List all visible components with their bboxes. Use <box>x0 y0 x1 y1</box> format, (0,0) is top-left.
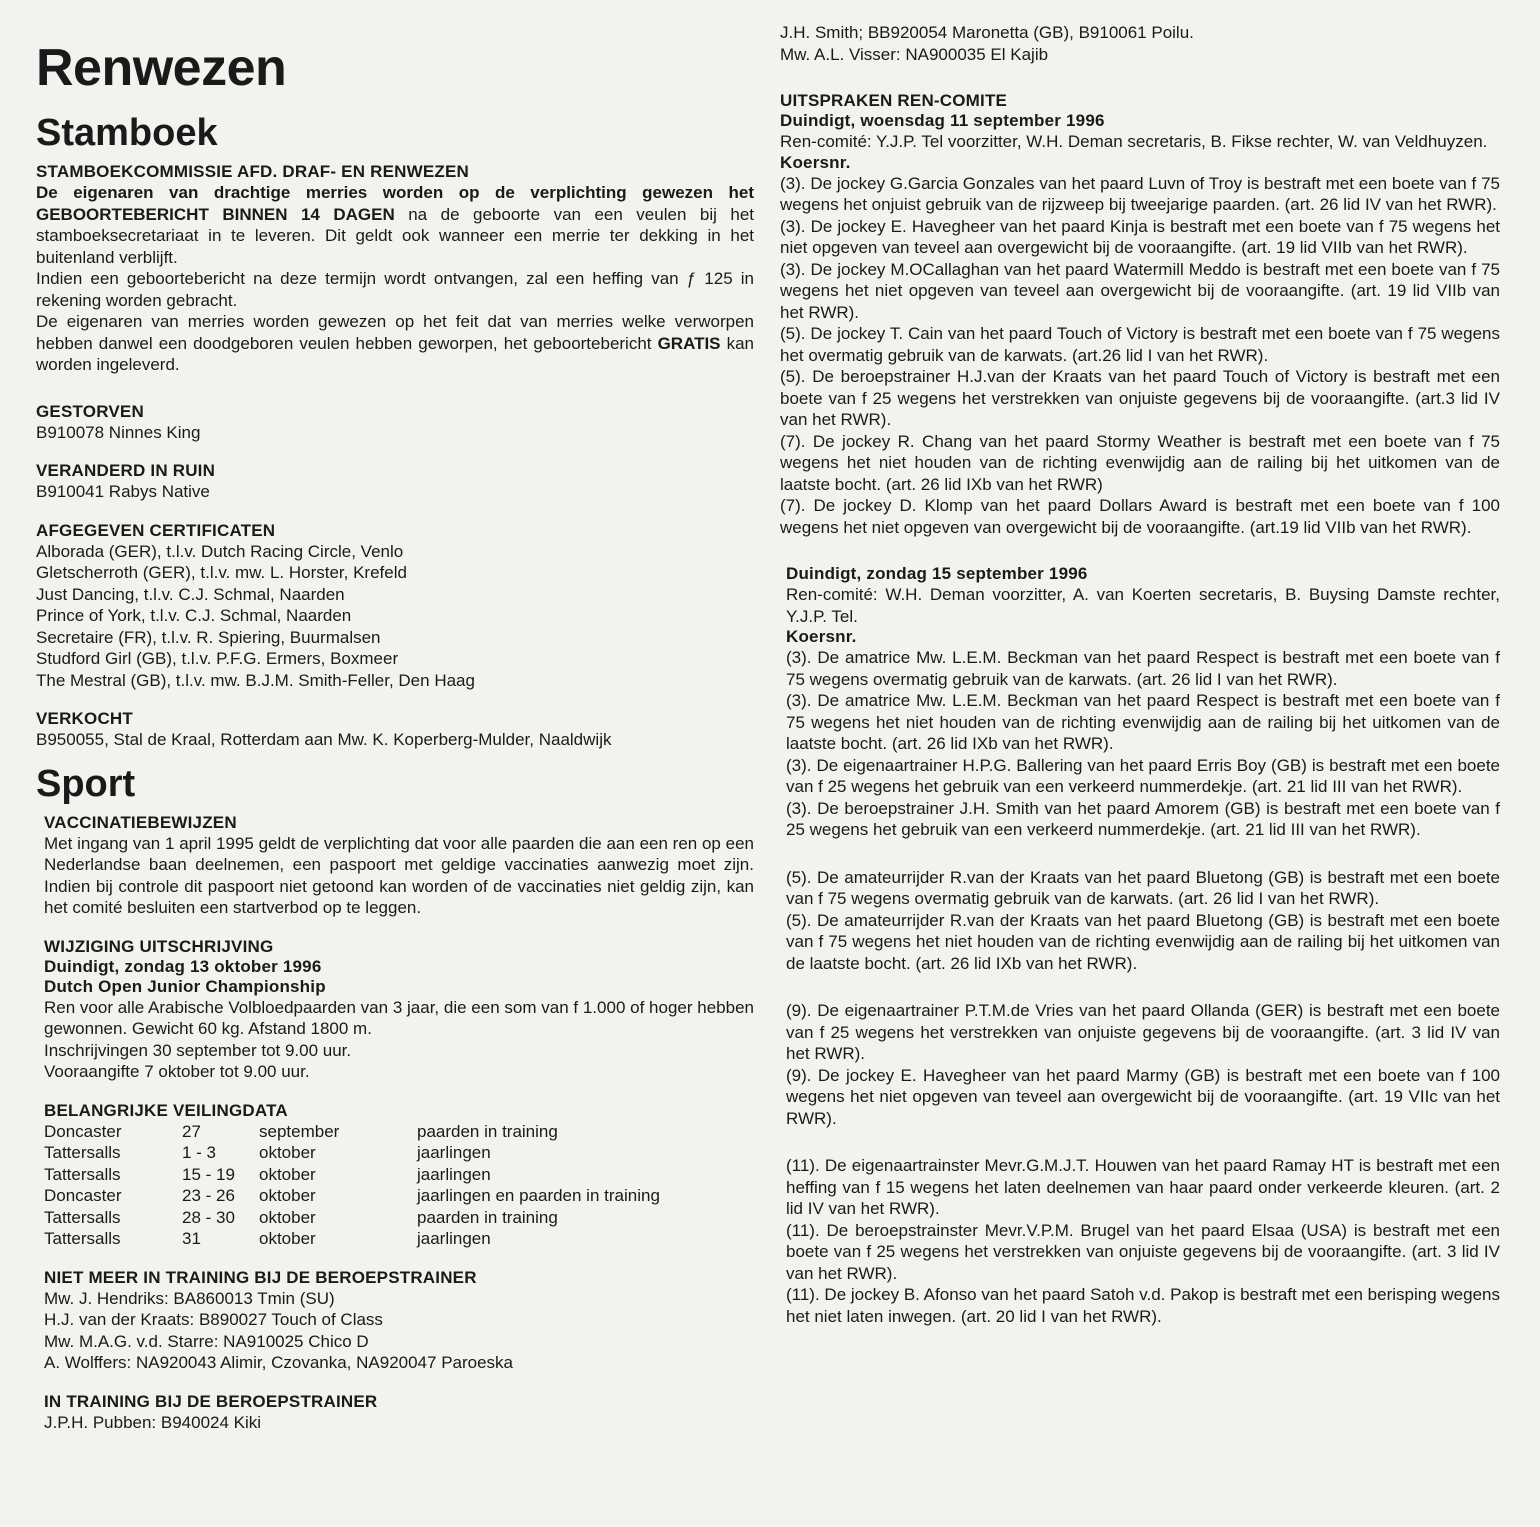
uitspraak-item: (3). De amatrice Mw. L.E.M. Beckman van het paard Respect is bestraft met een boete van f 75 wegens overmatig gebruik van de karwats. (art. 26 lid I van het RWR). <box>786 648 1500 689</box>
veiling-soort: jaarlingen en paarden in training <box>417 1186 660 1205</box>
day2-date: Duindigt, zondag 15 september 1996 <box>786 564 1088 583</box>
veiling-soort: jaarlingen <box>417 1229 491 1248</box>
certificaat-entry: Prince of York, t.l.v. C.J. Schmal, Naarden <box>36 606 352 625</box>
table-row <box>44 1121 660 1143</box>
day1-koersnr: Koersnr. <box>780 152 851 172</box>
sport-heading: Sport <box>36 762 136 805</box>
table-row <box>44 1164 660 1186</box>
continued-entry: Mw. A.L. Visser: NA900035 El Kajib <box>780 44 1049 64</box>
veiling-plaats: Doncaster <box>44 1186 122 1205</box>
veiling-maand: oktober <box>259 1143 316 1162</box>
veiling-dag: 31 <box>182 1229 201 1248</box>
verkocht-title: VERKOCHT <box>36 709 133 728</box>
uitspraken-day1-section <box>780 91 1500 538</box>
certificaat-entry: Alborada (GER), t.l.v. Dutch Racing Circle, Venlo <box>36 541 404 561</box>
uitspraak-item: (3). De amatrice Mw. L.E.M. Beckman van het paard Respect is bestraft met een boete van f 75 wegens het niet houden van de richting evenwijdig aan de railing bij het uitkomen van de laatste bocht. (art. 26 lid IXb van het RWR). <box>786 691 1500 753</box>
notice-bold-1: De eigenaren van drachtige merries worden op de verplichting gewezen het <box>36 183 754 202</box>
veiling-maand: oktober <box>259 1164 316 1184</box>
commissie-notice-2: Indien een geboortebericht na deze termijn wordt ontvangen, zal een heffing van ƒ 125 in rekening worden gebracht. <box>36 269 754 310</box>
table-row <box>44 1207 660 1229</box>
veiling-dag: 27 <box>182 1121 201 1141</box>
table-row <box>44 1185 660 1207</box>
veiling-dag: 23 - 26 <box>182 1186 235 1205</box>
uitspraken-title: UITSPRAKEN REN-COMITE <box>780 91 1008 110</box>
veiling-plaats: Tattersalls <box>44 1229 121 1248</box>
uitspraak-item: (3). De jockey E. Havegheer van het paard Kinja is bestraft met een boete van f 75 wegens het niet opgeven van teveel aan overgewicht bij de vooraangifte. (art. 19 lid VIIb van het RWR). <box>780 216 1500 257</box>
left-column <box>36 38 754 1433</box>
veilingdata-table <box>44 1121 660 1250</box>
vaccinatie-title: VACCINATIEBEWIJZEN <box>44 812 237 832</box>
certificaat-entry: The Mestral (GB), t.l.v. mw. B.J.M. Smith-Feller, Den Haag <box>36 670 475 690</box>
stamboek-commissie-section <box>36 162 754 376</box>
veiling-plaats: Tattersalls <box>44 1143 121 1162</box>
veiling-dag: 28 - 30 <box>182 1207 235 1227</box>
verkocht-entry: B950055, Stal de Kraal, Rotterdam aan Mw. K. Koperberg-Mulder, Naaldwijk <box>36 730 612 749</box>
gestorven-entry: B910078 Ninnes King <box>36 422 201 442</box>
notice-rest-1: na de geboorte van een veulen bij het stamboeksecretariaat in te leveren. Dit geldt ook wanneer een merrie ter dekking in het buitenland verblijft. <box>36 204 754 267</box>
certificaat-entry: Gletscherroth (GER), t.l.v. mw. L. Horster, Krefeld <box>36 563 407 582</box>
gestorven-title: GESTORVEN <box>36 401 144 421</box>
uitspraak-item: (3). De jockey M.OCallaghan van het paard Watermill Meddo is bestraft met een boete van f 75 wegens het niet opgeven van teveel aan overgewicht bij de vooraangifte. (art. 19 lid VIIb van het RWR). <box>780 259 1500 322</box>
notice-3a: De eigenaren van merries worden gewezen op het feit dat van merries welke verworpen hebben danwel een doodgeboren veulen hebben geworpen, het geboortebericht <box>36 312 754 353</box>
gestorven-section <box>36 402 754 444</box>
right-column <box>780 22 1500 1327</box>
certificaten-title: AFGEGEVEN CERTIFICATEN <box>36 520 276 540</box>
certificaat-entry: Just Dancing, t.l.v. C.J. Schmal, Naarden <box>36 584 345 604</box>
veiling-soort: jaarlingen <box>417 1143 491 1162</box>
veilingdata-section <box>36 1101 754 1250</box>
wijziging-inschrijvingen: Inschrijvingen 30 september tot 9.00 uur. <box>44 1040 352 1060</box>
veiling-plaats: Doncaster <box>44 1121 122 1141</box>
wijziging-event: Dutch Open Junior Championship <box>44 976 326 996</box>
veiling-soort: paarden in training <box>417 1207 558 1227</box>
commissie-title: STAMBOEKCOMMISSIE AFD. DRAF- EN RENWEZEN <box>36 162 469 181</box>
vaccinatie-text: Met ingang van 1 april 1995 geldt de verplichting dat voor alle paarden die aan een ren op een Nederlandse baan deelnemen, een paspoort met geldige vaccinaties aanwezig moet zijn. Indien bij controle dit paspoort niet getoond kan worden of de vaccinaties niet geldig zijn, kan het comité besluiten een startverbod op te leggen. <box>44 833 754 917</box>
notice-bold-2: GEBOORTEBERICHT BINNEN 14 DAGEN <box>36 204 395 224</box>
commissie-notice-1 <box>36 182 754 268</box>
continued-entry: J.H. Smith; BB920054 Maronetta (GB), B910061 Poilu. <box>780 23 1194 42</box>
veiling-plaats: Tattersalls <box>44 1164 121 1184</box>
certificaat-entry: Studford Girl (GB), t.l.v. P.F.G. Ermers, Boxmeer <box>36 649 399 668</box>
veiling-dag: 15 - 19 <box>182 1164 235 1184</box>
commissie-notice-3 <box>36 311 754 376</box>
ruin-entry: B910041 Rabys Native <box>36 482 210 501</box>
ruin-section <box>36 461 754 503</box>
uitspraak-item: (3). De beroepstrainer J.H. Smith van het paard Amorem (GB) is bestraft met een boete van f 25 wegens het gebruik van een verkeerd nummerdekje. (art. 21 lid III van het RWR). <box>786 798 1500 839</box>
niet-meer-section <box>44 1268 754 1374</box>
niet-meer-title: NIET MEER IN TRAINING BIJ DE BEROEPSTRAINER <box>44 1267 477 1287</box>
uitspraak-item: (7). De jockey D. Klomp van het paard Dollars Award is bestraft met een boete van f 100 wegens het niet opgeven van overgewicht bij de vooraangifte. (art.19 lid VIIb van het RWR). <box>780 496 1500 537</box>
day2-koersnr: Koersnr. <box>786 627 857 646</box>
veiling-maand: oktober <box>259 1229 316 1248</box>
veiling-maand: oktober <box>259 1186 316 1205</box>
veilingdata-title: BELANGRIJKE VEILINGDATA <box>44 1100 288 1120</box>
day2-comite: Ren-comité: W.H. Deman voorzitter, A. van Koerten secretaris, B. Buysing Damste rechter, Y.J.P. Tel. <box>786 585 1500 626</box>
certificaat-entry: Secretaire (FR), t.l.v. R. Spiering, Buurmalsen <box>36 627 381 647</box>
wijziging-text: Ren voor alle Arabische Volbloedpaarden van 3 jaar, die een som van f 1.000 of hoger hebben gewonnen. Gewicht 60 kg. Afstand 1800 m. <box>44 997 754 1038</box>
vaccinatie-section <box>44 813 754 919</box>
ruin-title: VERANDERD IN RUIN <box>36 461 216 480</box>
certificaten-section <box>36 521 754 692</box>
uitspraak-item: (3). De jockey G.Garcia Gonzales van het paard Luvn of Troy is bestraft met een boete van f 75 wegens het onjuist gebruik van de rijzweep bij tweejarige paarden. (art. 26 lid IV van het RWR). <box>780 173 1500 214</box>
uitspraak-item: (9). De jockey E. Havegheer van het paard Marmy (GB) is bestraft met een boete van f 100 wegens het niet opgeven van teveel aan overgewicht bij de vooraangifte. (art. 19 VIIc van het RWR). <box>786 1065 1500 1128</box>
in-training-section <box>44 1392 754 1434</box>
day1-comite: Ren-comité: Y.J.P. Tel voorzitter, W.H. Deman secretaris, B. Fikse rechter, W. van Veldhuyzen. <box>780 132 1488 151</box>
uitspraak-item: (5). De amateurrijder R.van der Kraats van het paard Bluetong (GB) is bestraft met een boete van f 75 wegens het niet houden van de richting evenwijdig aan de railing bij het uitkomen van de laatste bocht. (art. 26 lid IXb van het RWR). <box>786 910 1500 973</box>
uitspraak-item: (3). De eigenaartrainer H.P.G. Ballering van het paard Erris Boy (GB) is bestraft met een boete van f 25 wegens het gebruik van een verkeerd nummerdekje. (art. 21 lid III van het RWR). <box>786 755 1500 796</box>
niet-meer-entry: A. Wolffers: NA920043 Alimir, Czovanka, NA920047 Paroeska <box>44 1353 514 1372</box>
niet-meer-entry: Mw. J. Hendriks: BA860013 Tmin (SU) <box>44 1288 335 1308</box>
uitspraak-item: (11). De jockey B. Afonso van het paard Satoh v.d. Pakop is bestraft met een berisping wegens het niet laten inwegen. (art. 20 lid I van het RWR). <box>786 1285 1500 1326</box>
uitspraak-item: (11). De beroepstrainster Mevr.V.P.M. Brugel van het paard Elsaa (USA) is bestraft met een boete van f 25 wegens het verstrekken van onjuiste gegevens bij de vooraangifte. (art. 3 lid IV van het RWR). <box>786 1220 1500 1283</box>
day1-date: Duindigt, woensdag 11 september 1996 <box>780 111 1105 130</box>
uitspraak-item: (5). De jockey T. Cain van het paard Touch of Victory is bestraft met een boete van f 75 wegens het overmatig gebruik van de karwats. (art.26 lid I van het RWR). <box>780 324 1500 365</box>
niet-meer-entry: H.J. van der Kraats: B890027 Touch of Class <box>44 1310 383 1329</box>
uitspraak-item: (11). De eigenaartrainster Mevr.G.M.J.T. Houwen van het paard Ramay HT is bestraft met een heffing van f 15 wegens het laten deelnemen van haar paard onder verkeerde kleuren. (art. 2 lid IV van het RWR). <box>786 1156 1500 1218</box>
in-training-entry: J.P.H. Pubben: B940024 Kiki <box>44 1412 262 1432</box>
uitspraak-item: (5). De beroepstrainer H.J.van der Kraats van het paard Touch of Victory is bestraft met een boete van f 25 wegens het verstrekken van onjuiste gegevens bij de vooraangifte. (art.3 lid IV van het RWR). <box>780 367 1500 429</box>
page-title: Renwezen <box>36 39 287 97</box>
notice-3b: GRATIS <box>657 333 721 353</box>
wijziging-date: Duindigt, zondag 13 oktober 1996 <box>44 956 322 976</box>
uitspraak-item: (5). De amateurrijder R.van der Kraats van het paard Bluetong (GB) is bestraft met een boete van f 75 wegens overmatig gebruik van de karwats. (art. 26 lid I van het RWR). <box>786 867 1500 908</box>
table-row <box>44 1228 660 1250</box>
wijziging-vooraangifte: Vooraangifte 7 oktober tot 9.00 uur. <box>44 1062 310 1081</box>
notice-3c: kan worden ingeleverd. <box>36 333 754 374</box>
veiling-maand: oktober <box>259 1207 316 1227</box>
wijziging-section <box>44 937 754 1083</box>
uitspraak-item: (9). De eigenaartrainer P.T.M.de Vries van het paard Ollanda (GER) is bestraft met een boete van f 25 wegens het verstrekken van onjuiste gegevens bij de vooraangifte. (art. 3 lid IV van het RWR). <box>786 1001 1500 1063</box>
veiling-plaats: Tattersalls <box>44 1207 121 1227</box>
veiling-soort: jaarlingen <box>417 1164 491 1184</box>
stamboek-heading: Stamboek <box>36 112 218 154</box>
wijziging-title: WIJZIGING UITSCHRIJVING <box>44 936 274 956</box>
table-row <box>44 1142 660 1164</box>
niet-meer-entry: Mw. M.A.G. v.d. Starre: NA910025 Chico D <box>44 1331 369 1351</box>
uitspraken-day2-section <box>786 564 1500 1327</box>
uitspraak-item: (7). De jockey R. Chang van het paard Stormy Weather is bestraft met een boete van f 75 wegens het niet houden van de richting evenwijdig aan de railing bij het uitkomen van de laatste bocht. (art. 26 lid IXb van het RWR) <box>780 431 1500 494</box>
veiling-dag: 1 - 3 <box>182 1143 217 1162</box>
verkocht-section <box>36 709 754 751</box>
veiling-maand: september <box>259 1121 340 1141</box>
in-training-title: IN TRAINING BIJ DE BEROEPSTRAINER <box>44 1391 378 1411</box>
veiling-soort: paarden in training <box>417 1121 558 1141</box>
